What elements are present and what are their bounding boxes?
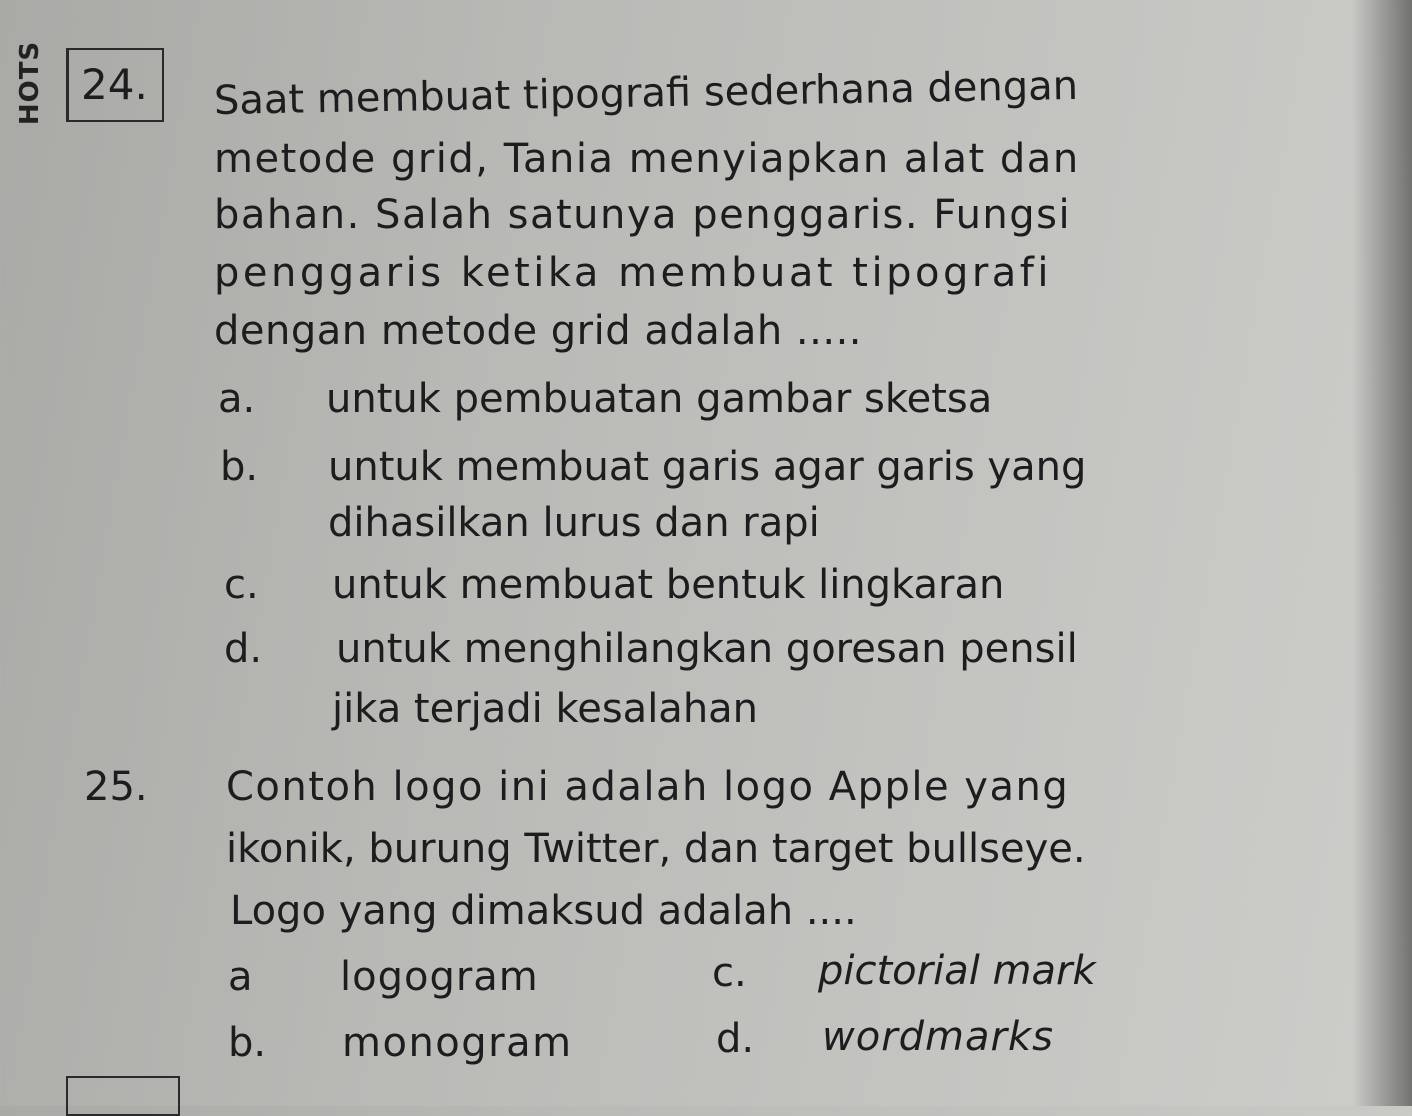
question-24-option-a-letter: a.: [218, 376, 256, 422]
question-25-option-d-letter: d.: [716, 1016, 755, 1062]
question-24-option-c-letter: c.: [224, 562, 259, 608]
question-25-stem-line-2: ikonik, burung Twitter, dan target bullseye.: [226, 826, 1086, 872]
question-25-option-d-text: wordmarks: [822, 1014, 1054, 1060]
question-25-option-c-letter: c.: [712, 950, 747, 996]
question-24-stem-line-2: metode grid, Tania menyiapkan alat dan: [214, 136, 1080, 182]
question-24-option-d-text-line-2: jika terjadi kesalahan: [332, 686, 759, 732]
question-25-option-a-text: logogram: [340, 954, 539, 1000]
question-24-option-b-text-line-1: untuk membuat garis agar garis yang: [328, 444, 1087, 490]
question-25-option-c-text: pictorial mark: [818, 948, 1096, 994]
question-24-stem-line-1: Saat membuat tipografi sederhana dengan: [213, 62, 1079, 124]
question-24-option-b-text-line-2: dihasilkan lurus dan rapi: [328, 500, 820, 546]
question-25-number: 25.: [84, 764, 148, 810]
question-24-option-d-letter: d.: [224, 626, 263, 672]
question-24-option-d-text-line-1: untuk menghilangkan goresan pensil: [336, 626, 1078, 672]
question-25-option-b-letter: b.: [228, 1020, 267, 1066]
question-24-number: 24.: [66, 48, 164, 122]
question-24-stem-line-4: penggaris ketika membuat tipografi: [214, 250, 1052, 296]
question-24-option-c-text: untuk membuat bentuk lingkaran: [332, 562, 1005, 608]
next-question-number-box: [66, 1076, 180, 1116]
hots-badge-label: HOTS: [15, 40, 46, 126]
hots-badge: [10, 42, 50, 124]
question-24-stem-line-5: dengan metode grid adalah .....: [214, 308, 862, 354]
question-25-option-b-text: monogram: [342, 1020, 573, 1066]
question-25-option-a-letter: a: [228, 954, 253, 1000]
page-edge-shadow: [1352, 0, 1412, 1106]
question-24-option-b-letter: b.: [220, 444, 259, 490]
question-24-option-a-text: untuk pembuatan gambar sketsa: [326, 376, 993, 422]
question-25-stem-line-1: Contoh logo ini adalah logo Apple yang: [226, 764, 1070, 810]
question-24-stem-line-3: bahan. Salah satunya penggaris. Fungsi: [214, 192, 1072, 238]
question-25-stem-line-3: Logo yang dimaksud adalah ....: [230, 888, 857, 934]
